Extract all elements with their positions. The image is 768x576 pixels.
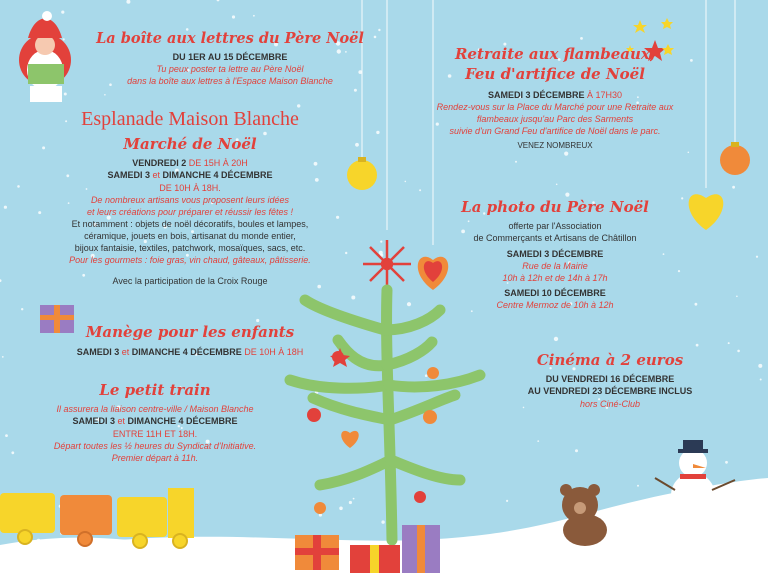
photo-date2: SAMEDI 10 DÉCEMBRE: [504, 287, 606, 298]
torch-come: VENEZ NOMBREUX: [517, 141, 593, 151]
market-hours2: DE 10H À 18H.: [159, 182, 221, 193]
carousel-section: [30, 322, 350, 358]
esplanade-title: Esplanade Maison Blanche: [81, 108, 299, 130]
train-line1: Il assurera la liaison centre-ville / Maison Blanche: [56, 404, 254, 415]
market-title: Marché de Noël: [123, 135, 257, 153]
photo-section: [425, 197, 685, 311]
market-desc3: Et notamment : objets de noël décoratifs, boules et lampes,: [71, 218, 309, 229]
train-line4: Départ toutes les ½ heures du Syndicat d'Initiative.: [53, 440, 257, 451]
carousel-hours: DE 10H À 18H: [241, 347, 304, 358]
torch-time: À 17H30: [584, 89, 623, 100]
letterbox-line1: Tu peux poster ta lettre au Père Noël: [156, 63, 304, 74]
photo-date1: SAMEDI 3 DÉCEMBRE: [506, 248, 604, 259]
market-section: [30, 134, 350, 287]
market-hours1: DE 15H À 20H: [186, 158, 248, 169]
torch-line3: flambeaux jusqu'au Parc des Sarments: [476, 113, 634, 124]
cinema-title: Cinéma à 2 euros: [536, 351, 684, 369]
santa-claus-icon: [19, 11, 71, 102]
market-desc4: céramique, jouets en bois, artisanat du monde entier,: [84, 231, 296, 242]
cinema-from: DU VENDREDI 16 DÉCEMBRE: [545, 374, 675, 385]
yellow-heart-icon: [689, 194, 724, 230]
cinema-to: AU VENDREDI 23 DÉCEMBRE INCLUS: [527, 386, 693, 397]
photo-line1: offerte par l'Association: [508, 221, 602, 232]
letterbox-section: [80, 29, 380, 87]
train-title: Le petit train: [99, 381, 211, 399]
train-hours: ENTRE 11H ET 18H.: [112, 428, 198, 439]
yellow-bauble-icon: [347, 160, 377, 190]
carousel-date2: DIMANCHE 4 DÉCEMBRE: [131, 347, 242, 358]
snowflake-icon: [363, 240, 411, 288]
train-line5: Premier départ à 11h.: [111, 452, 199, 463]
cinema-section: [500, 350, 720, 410]
letterbox-dates: DU 1ER AU 15 DÉCEMBRE: [172, 51, 288, 62]
torch-section: [405, 44, 705, 152]
market-desc5: bijoux fantaisie, textiles, patchwork, mosaïques, sacs, etc.: [74, 243, 306, 254]
market-date1: VENDREDI 2: [132, 158, 187, 169]
train-date1: SAMEDI 3: [72, 416, 115, 427]
cinema-note: hors Ciné-Club: [579, 398, 641, 409]
market-desc2: et leurs créations pour préparer et réussir les fêtes !: [86, 206, 294, 217]
torch-date: SAMEDI 3 DÉCEMBRE: [487, 89, 585, 100]
carousel-and: et: [119, 347, 132, 358]
presents-icon: [295, 525, 440, 573]
photo-place1: Rue de la Mairie: [522, 260, 588, 271]
market-date3: DIMANCHE 4 DÉCEMBRE: [162, 170, 273, 181]
orange-bauble-icon: [720, 145, 750, 175]
train-date2: DIMANCHE 4 DÉCEMBRE: [127, 416, 238, 427]
train-section: [5, 380, 305, 464]
market-red-cross: Avec la participation de la Croix Rouge: [112, 275, 268, 286]
market-date2: SAMEDI 3: [107, 170, 150, 181]
torch-title2: Feu d'artifice de Noël: [465, 65, 645, 84]
market-gourmets: Pour les gourmets : foie gras, vin chaud, gâteaux, pâtisserie.: [69, 255, 311, 266]
letterbox-line2: dans la boîte aux lettres à l'Espace Maison Blanche: [127, 75, 333, 86]
photo-place2: Centre Mermoz de 10h à 12h: [496, 300, 614, 311]
photo-hours1: 10h à 12h et de 14h à 17h: [502, 272, 608, 283]
torch-line4: suivie d'un Grand Feu d'artifice de Noël dans le parc.: [449, 125, 661, 136]
torch-title1: Retraite aux flambeaux,: [454, 45, 656, 63]
letterbox-title: La boîte aux lettres du Père Noël: [96, 30, 364, 47]
carousel-title: Manège pour les enfants: [85, 323, 295, 341]
market-desc1: De nombreux artisans vous proposent leurs idées: [90, 194, 290, 205]
carousel-date1: SAMEDI 3: [76, 347, 120, 358]
train-and: et: [114, 416, 128, 427]
photo-title: La photo du Père Noël: [461, 198, 649, 216]
photo-line2: de Commerçants et Artisans de Châtillon: [473, 233, 637, 244]
torch-line2: Rendez-vous sur la Place du Marché pour une Retraite aux: [436, 101, 674, 112]
market-and: et: [149, 170, 163, 181]
